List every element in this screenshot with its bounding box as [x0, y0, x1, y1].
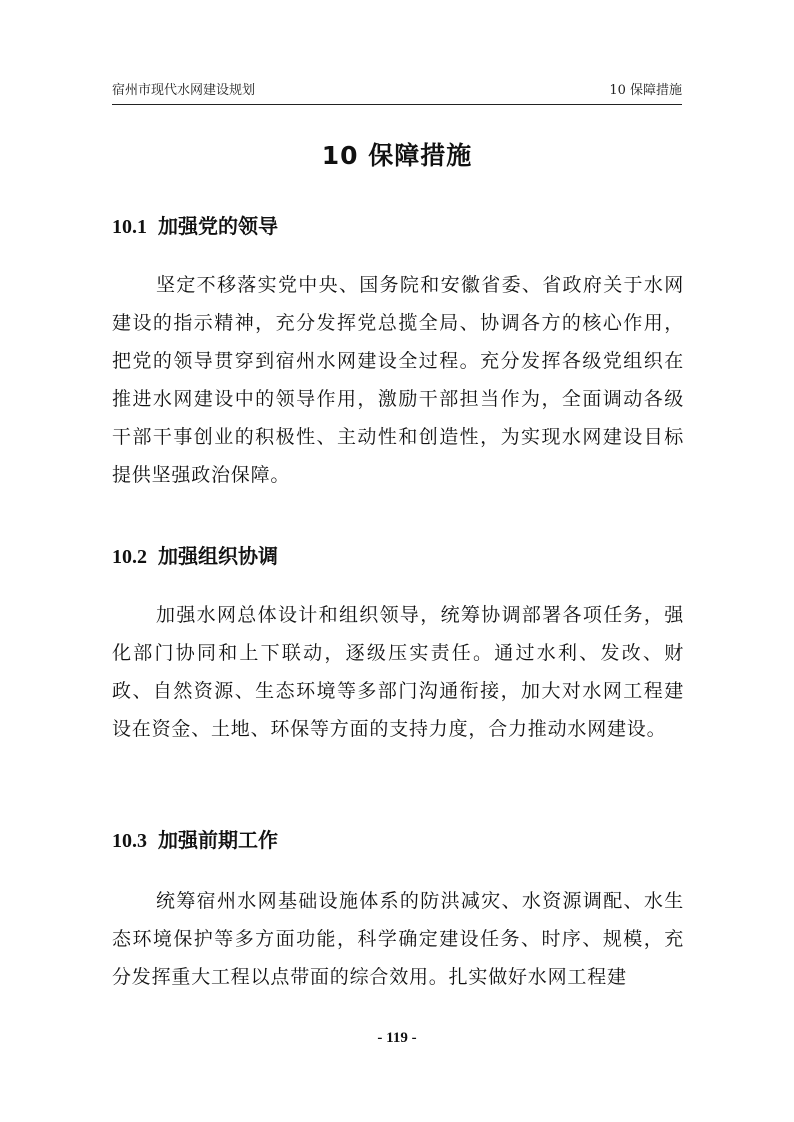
section-heading-10-3: [112, 824, 682, 857]
chapter-title: 10 保障措施: [321, 141, 473, 170]
section-heading-10-2: [112, 540, 682, 573]
section-paragraph: 坚定不移落实党中央、国务院和安徽省委、省政府关于水网建设的指示精神，充分发挥党总揽全局、协调各方的核心作用，把党的领导贯穿到宿州水网建设全过程。充分发挥各级党组织在推进水网建设中的领导作用，激励干部担当作为，全面调动各级干部干事创业的积极性、主动性和创造性，为实现水网建设目标提供坚强政治保障。: [112, 274, 684, 486]
section-title: 加强组织协调: [157, 544, 278, 568]
section-title: 加强前期工作: [157, 828, 278, 852]
section-number: 10.2: [112, 546, 147, 568]
section-title: 加强党的领导: [157, 214, 278, 238]
header-chapter-label: 10 保障措施: [609, 83, 682, 98]
section-heading-10-1: [112, 210, 682, 243]
section-number: 10.1: [112, 216, 147, 238]
section-paragraph: 统筹宿州水网基础设施体系的防洪减灾、水资源调配、水生态环境保护等多方面功能，科学确定建设任务、时序、规模，充分发挥重大工程以点带面的综合效用。扎实做好水网工程建: [112, 890, 684, 988]
section-number: 10.3: [112, 830, 147, 852]
page-number: - 119 -: [377, 1030, 417, 1046]
running-header: [112, 80, 682, 105]
section-paragraph: 加强水网总体设计和组织领导，统筹协调部署各项任务，强化部门协同和上下联动，逐级压实责任。通过水利、发改、财政、自然资源、生态环境等多部门沟通衔接，加大对水网工程建设在资金、土地、环保等方面的支持力度，合力推动水网建设。: [112, 604, 684, 740]
header-document-title: 宿州市现代水网建设规划: [112, 83, 256, 98]
